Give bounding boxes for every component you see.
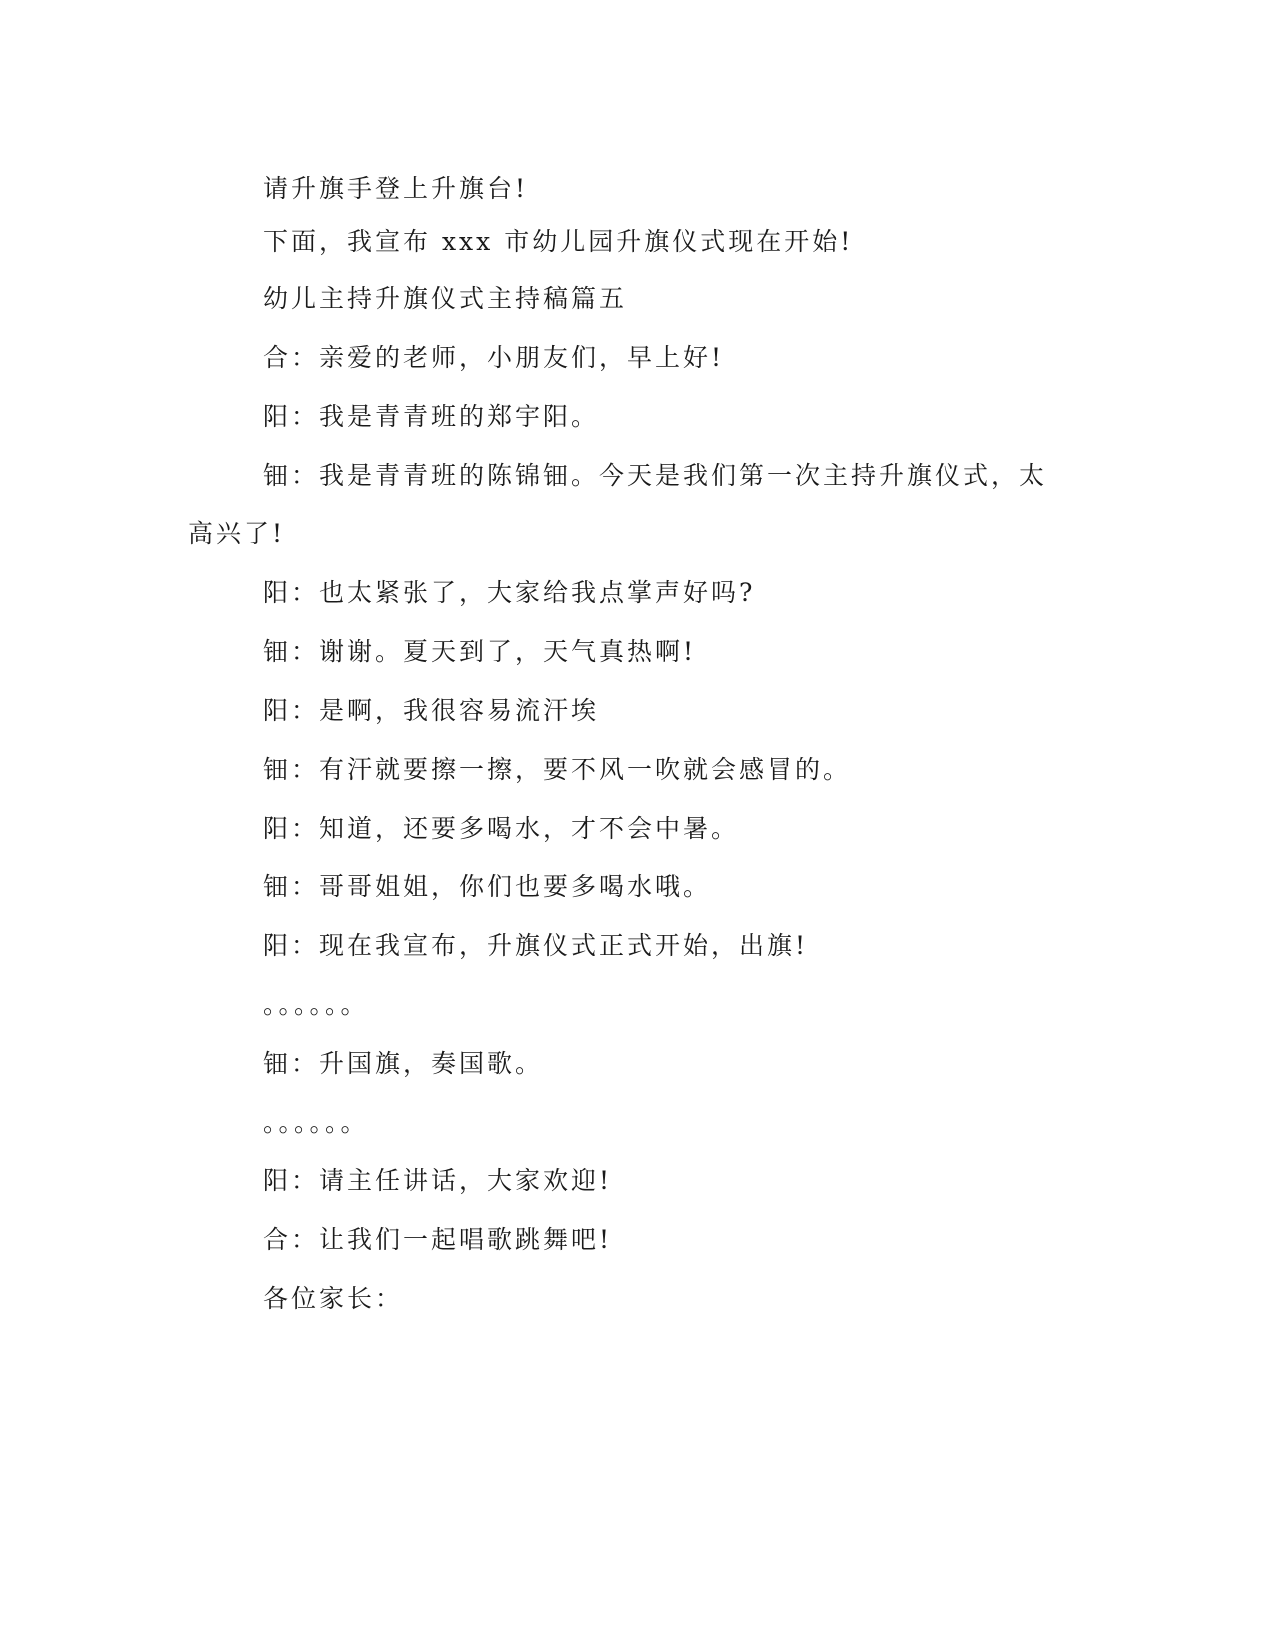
dialogue-line: 钿：有汗就要擦一擦，要不风一吹就会感冒的。 — [263, 755, 852, 784]
dialogue-line: 合：让我们一起唱歌跳舞吧! — [263, 1225, 613, 1254]
dialogue-line: 阳：是啊，我很容易流汗埃 — [263, 696, 600, 725]
dialogue-line: 钿：哥哥姐姐，你们也要多喝水哦。 — [263, 872, 712, 901]
paragraph-ceremony-start: 下面，我宣布 xxx 市幼儿园升旗仪式现在开始! — [263, 227, 854, 256]
dialogue-line: 钿：升国旗，奏国歌。 — [263, 1049, 544, 1078]
salutation-line: 各位家长： — [263, 1284, 404, 1313]
ellipsis-line: 。。。。。。 — [263, 990, 369, 1019]
dialogue-line: 阳：请主任讲话，大家欢迎! — [263, 1166, 613, 1195]
dialogue-line-continuation: 高兴了! — [188, 519, 286, 548]
dialogue-line: 阳：现在我宣布，升旗仪式正式开始，出旗! — [263, 931, 809, 960]
ellipsis-line: 。。。。。。 — [263, 1108, 369, 1137]
paragraph-flag-bearers: 请升旗手登上升旗台! — [263, 174, 529, 203]
dialogue-line: 合：亲爱的老师，小朋友们，早上好! — [263, 343, 725, 372]
dialogue-line: 钿：我是青青班的陈锦钿。今天是我们第一次主持升旗仪式，太 — [263, 461, 1048, 490]
dialogue-line: 阳：知道，还要多喝水，才不会中暑。 — [263, 814, 740, 843]
section-heading: 幼儿主持升旗仪式主持稿篇五 — [263, 284, 628, 313]
dialogue-line: 钿：谢谢。夏天到了，天气真热啊! — [263, 637, 697, 666]
dialogue-line: 阳：也太紧张了，大家给我点掌声好吗? — [263, 578, 756, 607]
dialogue-line: 阳：我是青青班的郑宇阳。 — [263, 402, 600, 431]
